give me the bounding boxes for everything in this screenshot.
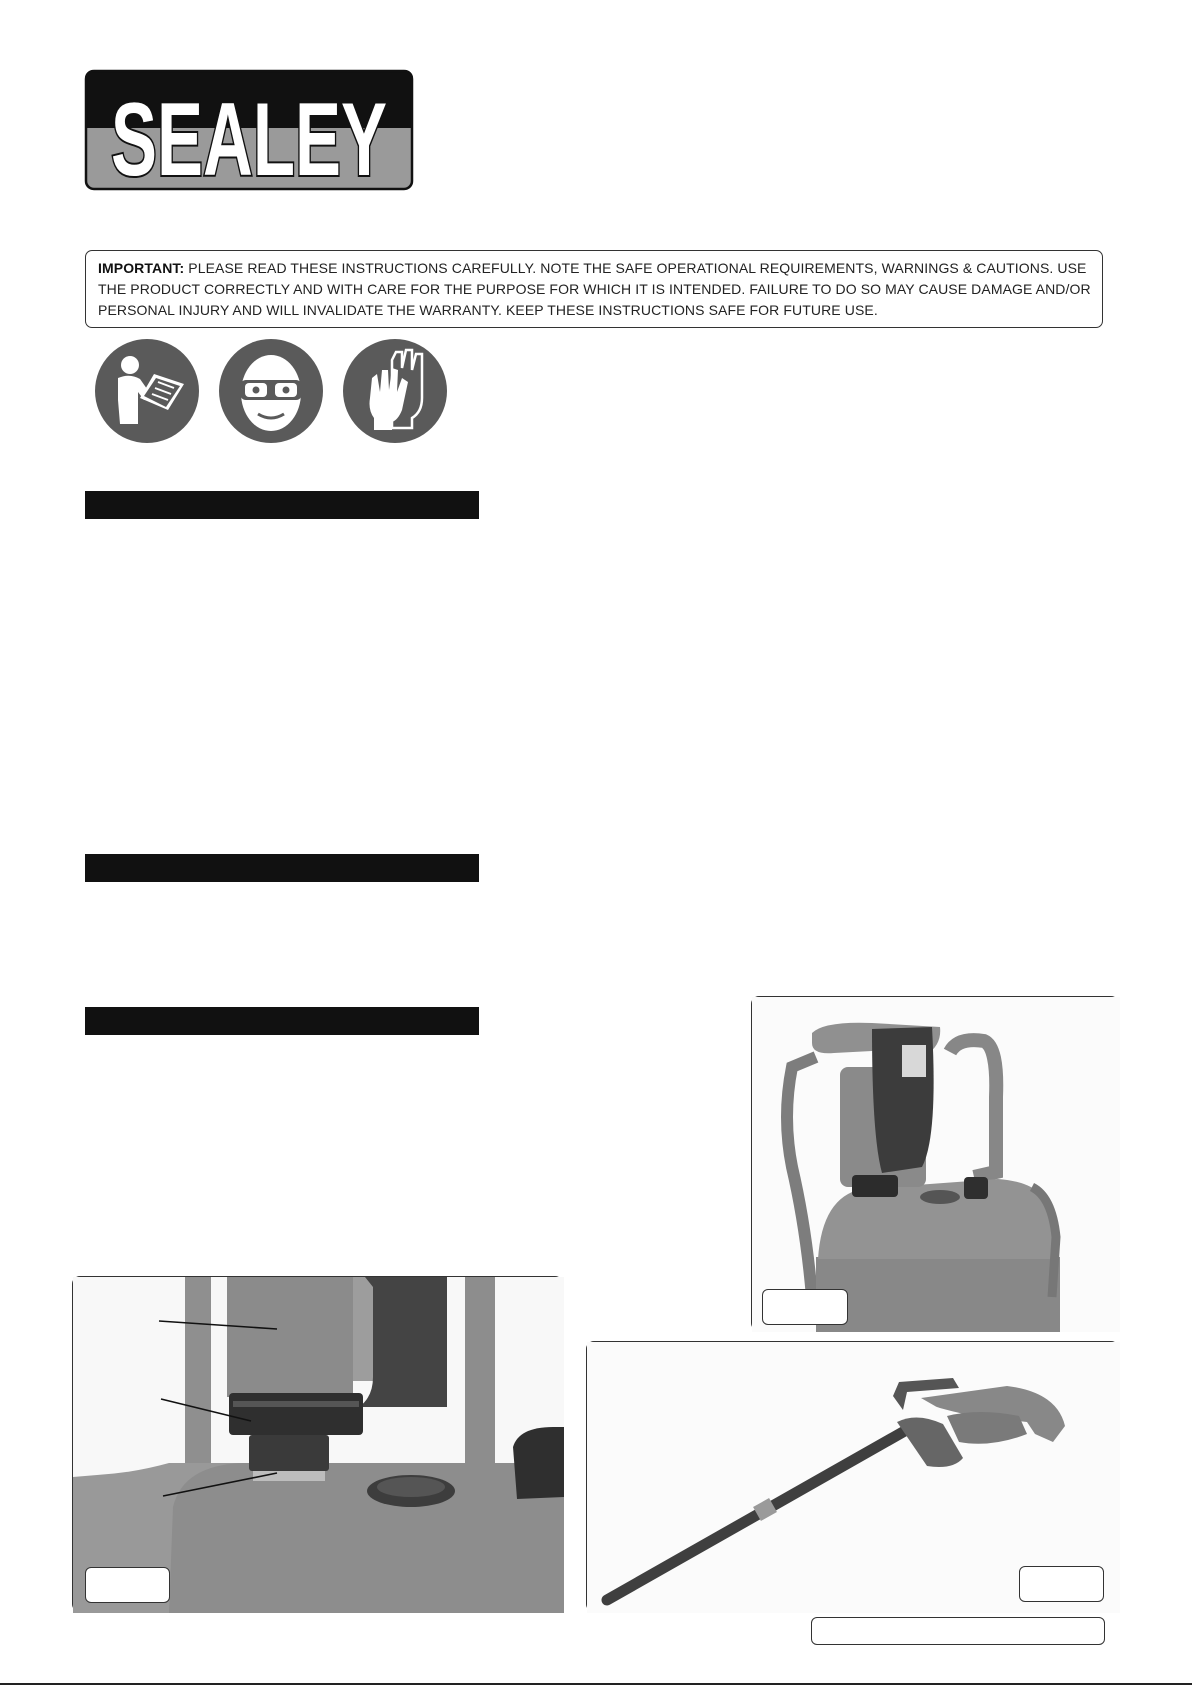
photo-label-box <box>762 1289 848 1325</box>
photo-pump-wand <box>586 1341 1119 1612</box>
caption-box <box>811 1617 1105 1645</box>
notice-lead: IMPORTANT: <box>98 260 185 276</box>
photo-pump-on-tank <box>751 996 1119 1331</box>
section-heading-bar-1 <box>85 491 479 519</box>
photo-pump-closeup <box>72 1276 563 1612</box>
section-heading-bar-2 <box>85 854 479 882</box>
eye-protection-icon <box>218 338 324 444</box>
section-heading-bar-3 <box>85 1007 479 1035</box>
notice-text: PLEASE READ THESE INSTRUCTIONS CAREFULLY. NOTE THE SAFE OPERATIONAL REQUIREMENTS, WARNINGS & CAUTIONS. USE THE PRODUCT CORRECTLY AND WITH CARE FOR THE PURPOSE FOR WHICH IT IS INTENDED. FAILURE TO DO SO MAY CAUSE DAMAGE AND/OR PERSONAL INJURY AND WILL INVALIDATE THE WARRANTY. KEEP THESE INSTRUCTIONS SAFE FOR FUTURE USE. <box>98 260 1091 318</box>
gloves-icon <box>342 338 448 444</box>
brand-wordmark: SEALEY <box>111 82 387 198</box>
important-notice <box>85 250 1103 328</box>
pump-on-tank-image <box>752 997 1120 1332</box>
pump-closeup-image <box>73 1277 564 1613</box>
photo-label-box <box>1019 1566 1104 1602</box>
sealey-logo <box>85 70 413 198</box>
read-manual-icon <box>94 338 200 444</box>
photo-label-box <box>85 1567 170 1603</box>
